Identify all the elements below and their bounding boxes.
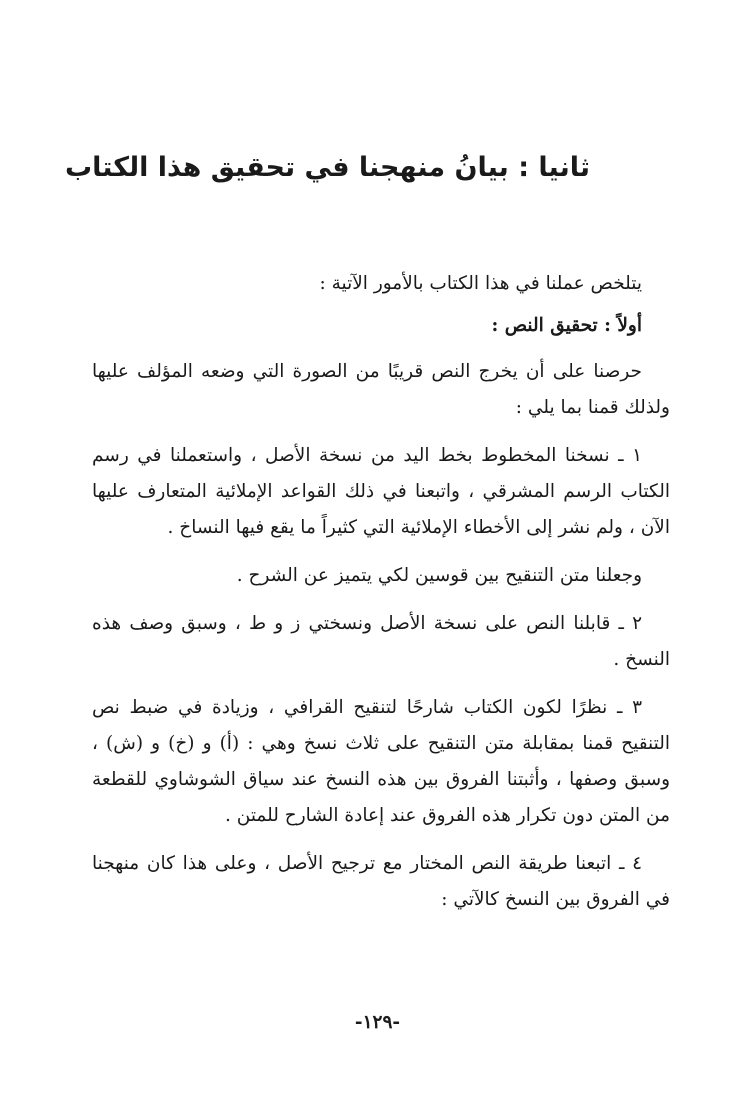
list-item-4: ٤ ـ اتبعنا طريقة النص المختار مع ترجيح الأصل ، وعلى هذا كان منهجنا في الفروق بين النسخ كالآتي :	[92, 853, 670, 910]
body-text	[92, 266, 670, 930]
subsection-heading: أولاً : تحقيق النص :	[491, 315, 642, 336]
page-number: -١٢٩-	[354, 1012, 401, 1033]
section-title: ثانيا : بيانُ منهجنا في تحقيق هذا الكتاب	[64, 152, 590, 183]
aim-paragraph: حرصنا على أن يخرج النص قريبًا من الصورة التي وضعه المؤلف عليها ولذلك قمنا بما يلي :	[92, 361, 670, 418]
intro-paragraph: يتلخص عملنا في هذا الكتاب بالأمور الآتية :	[319, 273, 642, 294]
list-item-1: ١ ـ نسخنا المخطوط بخط اليد من نسخة الأصل ، واستعملنا في رسم الكتاب الرسم المشرقي ، واتبعنا في ذلك القواعد الإملائية المتعارف عليها الآن ، ولم نشر إلى الأخطاء الإملائية التي كثيراً ما يقع فيها النساخ .	[92, 445, 670, 538]
list-item-3: ٣ ـ نظرًا لكون الكتاب شارحًا لتنقيح القرافي ، وزيادة في ضبط نص التنقيح قمنا بمقابلة متن التنقيح على ثلاث نسخ وهي : (أ) و (خ) و (ش) ، وسبق وصفها ، وأثبتنا الفروق بين هذه النسخ عند سياق الشوشاوي للقطعة من المتن دون تكرار هذه الفروق عند إعادة الشارح للمتن .	[92, 697, 670, 826]
list-item-1-note: وجعلنا متن التنقيح بين قوسين لكي يتميز عن الشرح .	[236, 565, 642, 586]
list-item-2: ٢ ـ قابلنا النص على نسخة الأصل ونسختي ز و ط ، وسبق وصف هذه النسخ .	[92, 613, 670, 670]
